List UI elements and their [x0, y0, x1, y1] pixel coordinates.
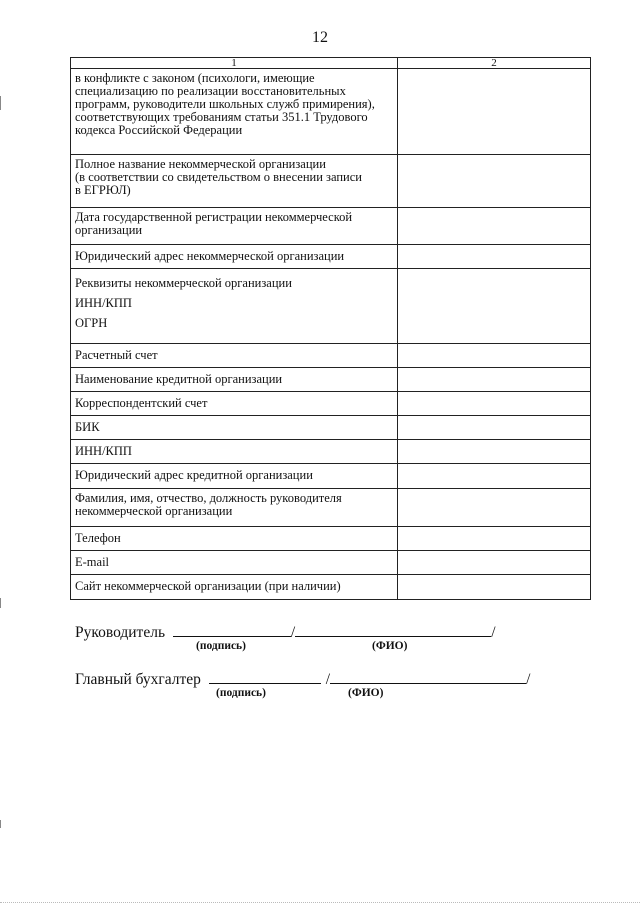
row-label-cell: [71, 69, 398, 155]
row-label-line: (в соответствии со свидетельством о внесении записи: [75, 170, 362, 184]
row-label-cell: [71, 489, 398, 527]
table-row: [71, 269, 591, 344]
accountant-label: Главный бухгалтер: [75, 671, 201, 688]
page-number: 12: [312, 29, 328, 46]
row-label-cell: [71, 416, 398, 440]
row-label-cell: [71, 269, 398, 344]
table-row: [71, 440, 591, 464]
row-label-line: кодекса Российской Федерации: [75, 123, 243, 137]
row-label-line: Сайт некоммерческой организации (при наличии): [75, 579, 341, 593]
row-value-cell[interactable]: [398, 208, 591, 245]
row-label-line: специализацию по реализации восстановительных: [75, 84, 346, 98]
table-row: [71, 208, 591, 245]
row-value-cell[interactable]: [398, 464, 591, 489]
table-row: [71, 69, 591, 155]
column-1-header: 1: [71, 58, 398, 69]
row-label-cell: [71, 155, 398, 208]
accountant-signature-caption: (подпись): [216, 687, 266, 699]
row-label-line: Расчетный счет: [75, 348, 158, 362]
row-label-line: соответствующих требованиям статьи 351.1 Трудового: [75, 110, 368, 124]
table-header-row: [71, 58, 591, 69]
table-row: [71, 489, 591, 527]
row-label-line: Полное название некоммерческой организации: [75, 157, 326, 171]
director-end-slash: /: [491, 624, 496, 641]
row-label-cell: [71, 527, 398, 551]
row-value-cell[interactable]: [398, 489, 591, 527]
table-row: [71, 527, 591, 551]
table-row: [71, 368, 591, 392]
organization-details-table: [70, 57, 591, 600]
row-value-cell[interactable]: [398, 527, 591, 551]
row-label-line: E-mail: [75, 555, 110, 569]
accountant-name-field[interactable]: [330, 669, 526, 684]
row-value-cell[interactable]: [398, 269, 591, 344]
director-name-caption: (ФИО): [372, 640, 408, 652]
row-label-line: БИК: [75, 420, 100, 434]
table-row: [71, 416, 591, 440]
row-label-line: организации: [75, 223, 143, 237]
accountant-name-caption: (ФИО): [348, 687, 384, 699]
row-label-cell: [71, 575, 398, 600]
row-label-line: Юридический адрес некоммерческой организации: [75, 249, 345, 263]
row-label-line: Телефон: [75, 531, 121, 545]
row-label-line: ИНН/КПП: [75, 296, 132, 310]
row-label-line: Фамилия, имя, отчество, должность руководителя: [75, 491, 342, 505]
row-label-line: Корреспондентский счет: [75, 396, 208, 410]
accountant-signature-line: [75, 669, 530, 689]
scan-footer-artifact: [0, 900, 640, 903]
director-signature-line: [75, 622, 496, 642]
table-row: [71, 551, 591, 575]
row-label-line: Юридический адрес кредитной организации: [75, 468, 313, 482]
row-label-line: Наименование кредитной организации: [75, 372, 283, 386]
row-value-cell[interactable]: [398, 575, 591, 600]
row-value-cell[interactable]: [398, 344, 591, 368]
row-label-cell: [71, 551, 398, 575]
row-value-cell[interactable]: [398, 155, 591, 208]
director-signature-caption: (подпись): [196, 640, 246, 652]
table-row: [71, 575, 591, 600]
accountant-separator: /: [325, 671, 331, 688]
scan-edge-mark: [0, 598, 1, 608]
row-value-cell[interactable]: [398, 69, 591, 155]
director-label: Руководитель: [75, 624, 166, 641]
row-label-line: Реквизиты некоммерческой организации: [75, 276, 292, 290]
row-label-line: Дата государственной регистрации некоммерческой: [75, 210, 353, 224]
director-separator: /: [290, 624, 296, 641]
row-label-line: некоммерческой организации: [75, 504, 233, 518]
scan-edge-mark: [0, 96, 1, 110]
scan-edge-mark: [0, 820, 1, 828]
accountant-signature-field[interactable]: [209, 669, 321, 684]
row-label-cell: [71, 208, 398, 245]
row-value-cell[interactable]: [398, 245, 591, 269]
row-label-line: ИНН/КПП: [75, 444, 132, 458]
table-row: [71, 464, 591, 489]
row-label-cell: [71, 245, 398, 269]
row-value-cell[interactable]: [398, 368, 591, 392]
table-row: [71, 344, 591, 368]
row-value-cell[interactable]: [398, 416, 591, 440]
column-2-header: 2: [398, 58, 591, 69]
row-label-cell: [71, 368, 398, 392]
row-value-cell[interactable]: [398, 551, 591, 575]
table-row: [71, 392, 591, 416]
table-row: [71, 245, 591, 269]
row-value-cell[interactable]: [398, 392, 591, 416]
row-label-line: в конфликте с законом (психологи, имеющие: [75, 71, 315, 85]
row-label-line: ОГРН: [75, 316, 108, 330]
row-label-cell: [71, 392, 398, 416]
row-label-cell: [71, 464, 398, 489]
row-label-line: программ, руководители школьных служб примирения),: [75, 97, 375, 111]
director-name-field[interactable]: [295, 622, 491, 637]
row-value-cell[interactable]: [398, 440, 591, 464]
row-label-cell: [71, 440, 398, 464]
row-label-cell: [71, 344, 398, 368]
accountant-end-slash: /: [526, 671, 531, 688]
table-row: [71, 155, 591, 208]
row-label-line: в ЕГРЮЛ): [75, 183, 131, 197]
director-signature-field[interactable]: [173, 622, 291, 637]
